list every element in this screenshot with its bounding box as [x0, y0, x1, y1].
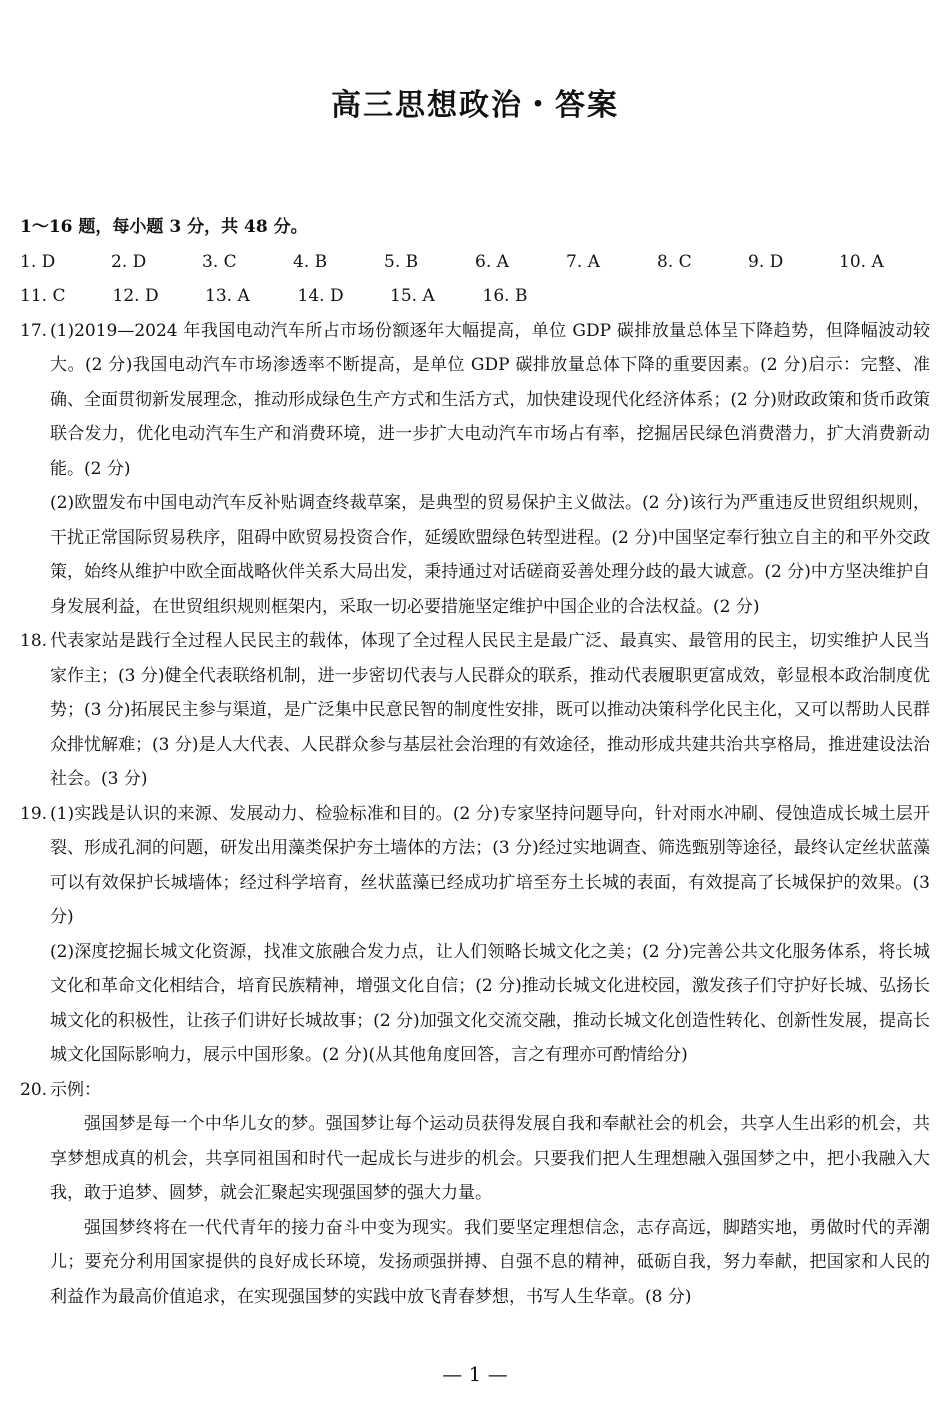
answer-item: 2. D [111, 251, 147, 272]
question-19 [20, 797, 930, 1073]
answer-content [20, 210, 930, 1314]
question-body [50, 624, 930, 797]
answer-paragraph: (2)深度挖掘长城文化资源，找准文旅融合发力点，让人们领略长城文化之美；(2 分)完善公共文化服务体系，将长城文化和革命文化相结合，培育民族精神，增强文化自信；(2 分)推动长城文化进校园，激发孩子们守护好长城、弘扬长城文化的积极性，让孩子们讲好长城故事；(2 分)加强文化交流交融，推动长城文化创造性转化、创新性发展，提高长城文化国际影响力，展示中国形象。(2 分)(从其他角度回答，言之有理亦可酌情给分) [50, 941, 930, 1065]
question-number: 17. [20, 320, 48, 341]
answer-item: 8. C [657, 251, 692, 272]
question-17 [20, 314, 930, 625]
answer-paragraph: 强国梦终将在一代代青年的接力奋斗中变为现实。我们要坚定理想信念，志存高远，脚踏实地，勇做时代的弄潮儿；要充分利用国家提供的良好成长环境，发扬顽强拼搏、自强不息的精神，砥砺自我，努力奉献，把国家和人民的利益作为最高价值追求，在实现强国梦的实践中放飞青春梦想，书写人生华章。(8 分) [50, 1217, 930, 1307]
question-body [50, 797, 930, 1073]
answer-paragraph: (1)2019—2024 年我国电动汽车所占市场份额逐年大幅提高，单位 GDP 碳排放量总体呈下降趋势，但降幅波动较大。(2 分)我国电动汽车市场渗透率不断提高，是单位 GDP 碳排放量总体下降的重要因素。(2 分)启示：完整、准确、全面贯彻新发展理念，推动形成绿色生产方式和生活方式，加快建设现代化经济体系；(2 分)财政政策和货币政策联合发力，优化电动汽车生产和消费环境，进一步扩大电动汽车市场占有率，挖掘居民绿色消费潜力，扩大消费新动能。(2 分) [50, 320, 930, 479]
answers-row-1 [20, 245, 930, 280]
answers-row-2 [20, 279, 930, 314]
answer-item: 7. A [566, 251, 600, 272]
question-20 [20, 1073, 930, 1315]
question-body [50, 1073, 930, 1315]
answer-item: 5. B [384, 251, 419, 272]
question-number: 19. [20, 803, 48, 824]
answer-item: 14. D [297, 286, 344, 306]
question-number: 20. [20, 1079, 48, 1100]
question-18 [20, 624, 930, 797]
answer-paragraph: 强国梦是每一个中华儿女的梦。强国梦让每个运动员获得发展自我和奉献社会的机会，共享人生出彩的机会，共享梦想成真的机会，共享同祖国和时代一起成长与进步的机会。只要我们把人生理想融入强国梦之中，把小我融入大我，敢于追梦、圆梦，就会汇聚起实现强国梦的强大力量。 [50, 1114, 930, 1203]
answer-item: 13. A [205, 286, 250, 306]
answer-paragraph: (1)实践是认识的来源、发展动力、检验标准和目的。(2 分)专家坚持问题导向，针对雨水冲刷、侵蚀造成长城土层开裂、形成孔洞的问题，研发出用藻类保护夯土墙体的方法；(3 分)经过实地调查、筛选甄别等途径，最终认定丝状蓝藻可以有效保护长城墙体；经过科学培育，丝状蓝藻已经成功扩培至夯土长城的表面，有效提高了长城保护的效果。(3 分) [50, 803, 930, 927]
answer-item: 12. D [112, 286, 159, 306]
question-body [50, 314, 930, 625]
section-header: 1～16 题，每小题 3 分，共 48 分。 [20, 217, 308, 237]
question-number: 18. [20, 631, 48, 651]
answer-paragraph: (2)欧盟发布中国电动汽车反补贴调查终裁草案，是典型的贸易保护主义做法。(2 分)该行为严重违反世贸组织规则，干扰正常国际贸易秩序，阻碍中欧贸易投资合作，延缓欧盟绿色转型进程。(2 分)中国坚定奉行独立自主的和平外交政策，始终从维护中欧全面战略伙伴关系大局出发，秉持通过对话磋商妥善处理分歧的最大诚意。(2 分)中方坚决维护自身发展利益，在世贸组织规则框架内，采取一切必要措施坚定维护中国企业的合法权益。(2 分) [50, 493, 930, 617]
example-label: 示例： [50, 1079, 101, 1100]
answer-item: 11. C [20, 286, 66, 306]
answer-item: 10. A [839, 251, 884, 272]
answer-item: 4. B [293, 251, 328, 272]
answer-item: 1. D [20, 251, 56, 272]
answer-item: 6. A [475, 251, 509, 272]
answer-item: 9. D [748, 251, 784, 272]
answer-paragraph: 代表家站是践行全过程人民民主的载体，体现了全过程人民民主是最广泛、最真实、最管用的民主，切实维护人民当家作主；(3 分)健全代表联络机制，进一步密切代表与人民群众的联系，推动代表履职更富成效，彰显根本政治制度优势；(3 分)拓展民主参与渠道，是广泛集中民意民智的制度性安排，既可以推动决策科学化民主化，又可以帮助人民群众排忧解难；(3 分)是人大代表、人民群众参与基层社会治理的有效途径，推动形成共建共治共享格局，推进建设法治社会。(3 分) [50, 631, 930, 789]
page-title: 高三思想政治・答案 [331, 88, 619, 123]
answer-item: 3. C [202, 251, 237, 272]
answer-item: 16. B [482, 286, 528, 306]
page-number: — 1 — [442, 1362, 508, 1386]
answer-item: 15. A [390, 286, 435, 306]
